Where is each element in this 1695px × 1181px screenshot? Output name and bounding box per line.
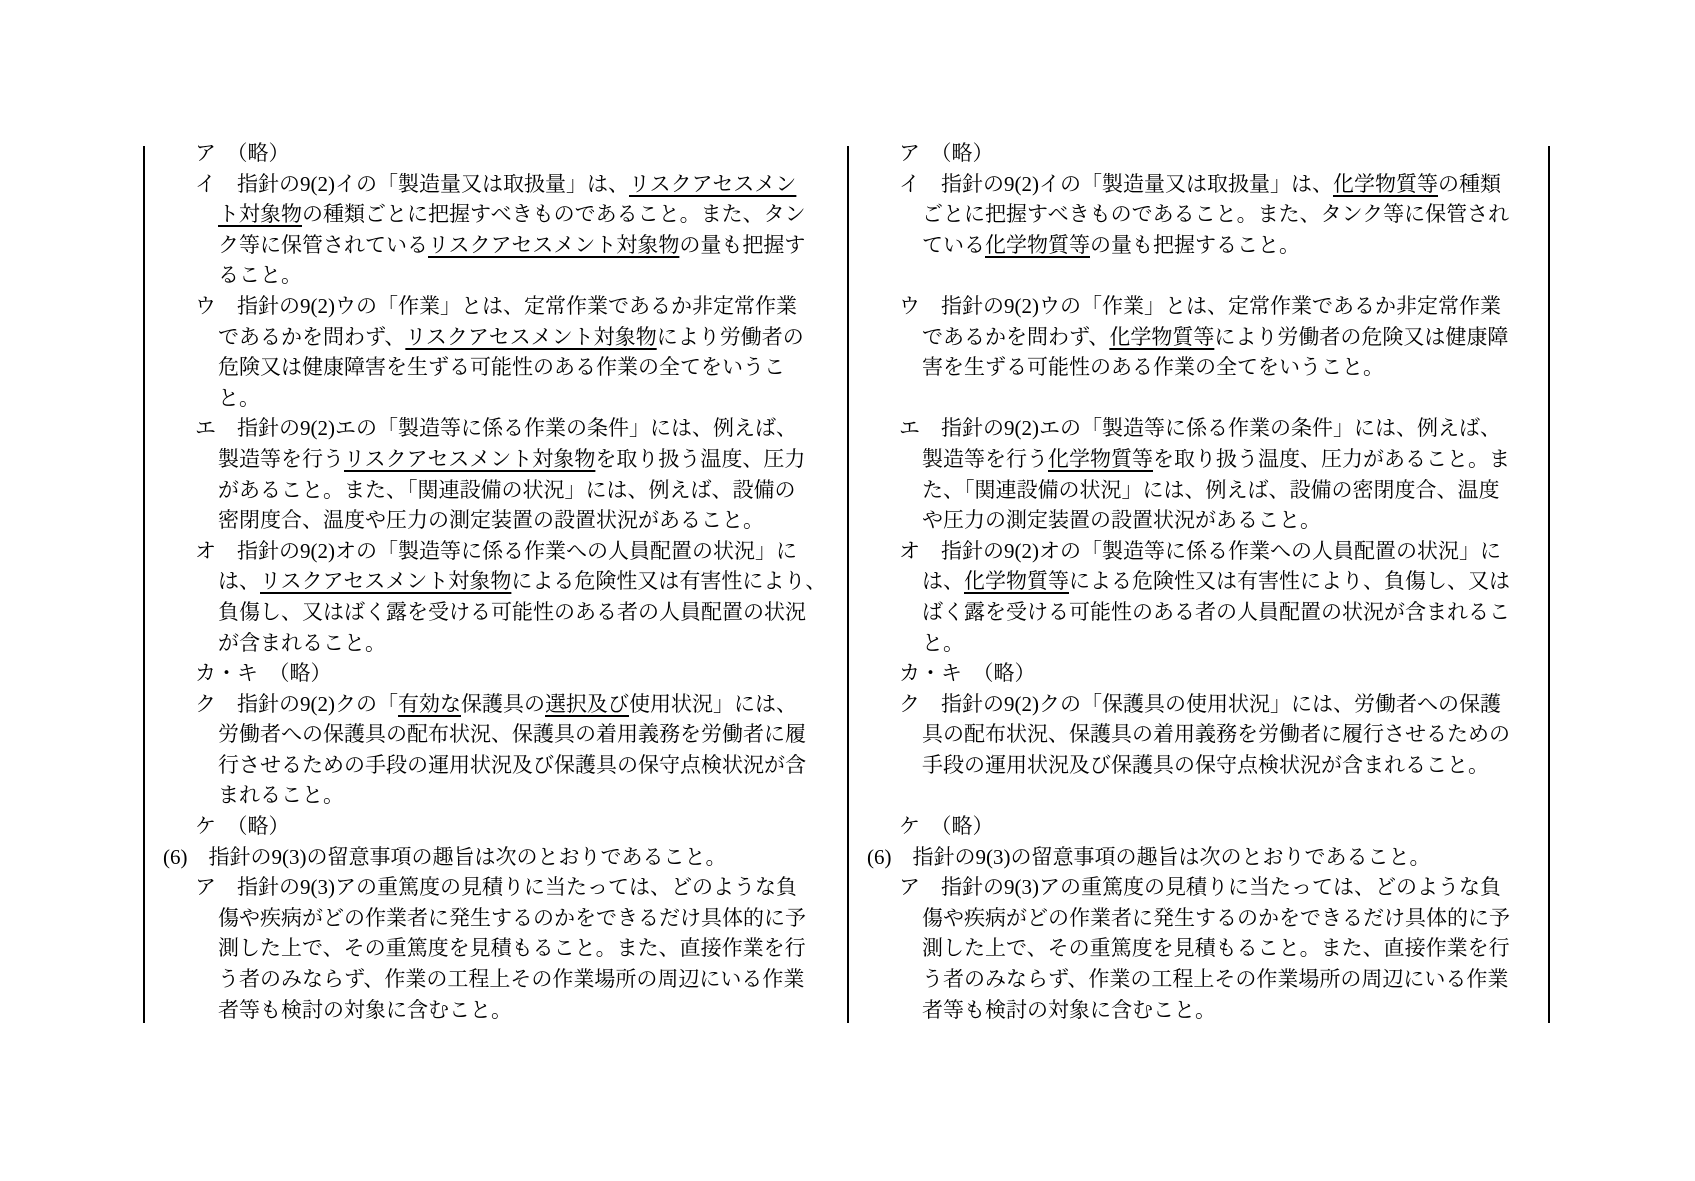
text-line: (6) 指針の9(3)の留意事項の趣旨は次のとおりであること。 bbox=[867, 844, 1431, 869]
text-line: イ 指針の9(2)イの「製造量又は取扱量」は、化学物質等の種類 bbox=[899, 171, 1501, 196]
underlined-text: 化学物質等 bbox=[1109, 324, 1215, 349]
underlined-text: ト対象物 bbox=[218, 202, 302, 227]
text-line bbox=[849, 383, 1547, 414]
text-line: であるかを問わず、化学物質等により労働者の危険又は健康障 bbox=[922, 324, 1509, 349]
underlined-text: リスクアセスメント対象物 bbox=[344, 446, 596, 471]
text-line bbox=[849, 260, 1547, 291]
text-line: オ 指針の9(2)オの「製造等に係る作業への人員配置の状況」に bbox=[195, 538, 797, 563]
text-line: 者等も検討の対象に含むこと。 bbox=[922, 997, 1216, 1022]
text-line: 傷や疾病がどの作業者に発生するのかをできるだけ具体的に予 bbox=[218, 905, 806, 930]
text-line: ている化学物質等の量も把握すること。 bbox=[922, 232, 1300, 257]
right-column bbox=[849, 138, 1547, 1025]
text-line: 製造等を行う化学物質等を取り扱う温度、圧力があること。ま bbox=[922, 446, 1510, 471]
text-line: エ 指針の9(2)エの「製造等に係る作業の条件」には、例えば、 bbox=[899, 416, 1501, 441]
text-line: が含まれること。 bbox=[218, 630, 386, 655]
underlined-text: 有効な bbox=[398, 691, 461, 716]
underlined-text: リスクアセスメント対象物 bbox=[405, 324, 657, 349]
text-line: があること。また、「関連設備の状況」には、例えば、設備の bbox=[218, 477, 796, 502]
text-line: ク等に保管されているリスクアセスメント対象物の量も把握す bbox=[218, 232, 806, 257]
text-line: ケ （略） bbox=[195, 814, 290, 839]
text-line: 製造等を行うリスクアセスメント対象物を取り扱う温度、圧力 bbox=[218, 446, 806, 471]
text-line: 具の配布状況、保護具の着用義務を労働者に履行させるための bbox=[922, 722, 1510, 747]
text-line: ごとに把握すべきものであること。また、タンク等に保管され bbox=[922, 202, 1510, 227]
text-line: た、「関連設備の状況」には、例えば、設備の密閉度合、温度 bbox=[922, 477, 1500, 502]
text-line: は、化学物質等による危険性又は有害性により、負傷し、又は bbox=[922, 569, 1510, 594]
text-line: ア 指針の9(3)アの重篤度の見積りに当たっては、どのような負 bbox=[899, 875, 1501, 900]
left-column bbox=[145, 138, 845, 1025]
text-line: ア （略） bbox=[195, 141, 290, 165]
text-line: 負傷し、又はばく露を受ける可能性のある者の人員配置の状況 bbox=[218, 599, 806, 624]
right-border-line bbox=[1548, 146, 1550, 1023]
text-line: ケ （略） bbox=[899, 814, 994, 839]
text-line: まれること。 bbox=[218, 783, 344, 808]
text-line: ア （略） bbox=[899, 141, 994, 165]
text-line: や圧力の測定装置の設置状況があること。 bbox=[922, 508, 1321, 533]
text-line: であるかを問わず、リスクアセスメント対象物により労働者の bbox=[218, 324, 804, 349]
text-line: う者のみならず、作業の工程上その作業場所の周辺にいる作業 bbox=[922, 967, 1509, 992]
text-line: ばく露を受ける可能性のある者の人員配置の状況が含まれるこ bbox=[922, 599, 1510, 624]
underlined-text: 化学物質等 bbox=[1048, 446, 1153, 471]
text-line: う者のみならず、作業の工程上その作業場所の周辺にいる作業 bbox=[218, 967, 805, 992]
text-line: ト対象物の種類ごとに把握すべきものであること。また、タン bbox=[218, 202, 806, 227]
text-line: エ 指針の9(2)エの「製造等に係る作業の条件」には、例えば、 bbox=[195, 416, 797, 441]
text-line: イ 指針の9(2)イの「製造量又は取扱量」は、リスクアセスメン bbox=[195, 171, 797, 196]
text-line: と。 bbox=[922, 630, 964, 655]
underlined-text: 選択及び bbox=[545, 691, 629, 716]
text-line: ア 指針の9(3)アの重篤度の見積りに当たっては、どのような負 bbox=[195, 875, 797, 900]
underlined-text: 化学物質等 bbox=[964, 569, 1069, 594]
underlined-text: リスクアセスメント対象物 bbox=[428, 232, 680, 257]
underlined-text: 化学物質等 bbox=[985, 232, 1090, 257]
text-line: ウ 指針の9(2)ウの「作業」とは、定常作業であるか非定常作業 bbox=[899, 293, 1501, 318]
text-line: 行させるための手段の運用状況及び保護具の保守点検状況が含 bbox=[218, 752, 806, 777]
text-line: 傷や疾病がどの作業者に発生するのかをできるだけ具体的に予 bbox=[922, 905, 1510, 930]
text-line: カ・キ （略） bbox=[195, 661, 332, 686]
text-line: (6) 指針の9(3)の留意事項の趣旨は次のとおりであること。 bbox=[163, 844, 727, 869]
text-line: 測した上で、その重篤度を見積もること。また、直接作業を行 bbox=[922, 936, 1510, 961]
text-line: 手段の運用状況及び保護具の保守点検状況が含まれること。 bbox=[922, 752, 1489, 777]
text-line: オ 指針の9(2)オの「製造等に係る作業への人員配置の状況」に bbox=[899, 538, 1501, 563]
text-line: と。 bbox=[218, 385, 260, 410]
underlined-text: リスクアセスメン bbox=[629, 171, 797, 196]
text-line: 労働者への保護具の配布状況、保護具の着用義務を労働者に履 bbox=[218, 722, 806, 747]
underlined-text: 化学物質等 bbox=[1333, 171, 1438, 196]
text-line bbox=[849, 780, 1547, 811]
text-line: は、リスクアセスメント対象物による危険性又は有害性により、 bbox=[218, 569, 827, 594]
text-line: ク 指針の9(2)クの「有効な保護具の選択及び使用状況」には、 bbox=[195, 691, 797, 716]
text-line: 密閉度合、温度や圧力の測定装置の設置状況があること。 bbox=[218, 508, 764, 533]
text-line: 危険又は健康障害を生ずる可能性のある作業の全てをいうこ bbox=[218, 355, 785, 380]
text-line: カ・キ （略） bbox=[899, 661, 1036, 686]
text-line: 者等も検討の対象に含むこと。 bbox=[218, 997, 512, 1022]
text-line: ウ 指針の9(2)ウの「作業」とは、定常作業であるか非定常作業 bbox=[195, 293, 797, 318]
text-line: ること。 bbox=[218, 263, 302, 288]
text-line: ク 指針の9(2)クの「保護具の使用状況」には、労働者への保護 bbox=[899, 691, 1501, 716]
text-line: 測した上で、その重篤度を見積もること。また、直接作業を行 bbox=[218, 936, 806, 961]
text-line: 害を生ずる可能性のある作業の全てをいうこと。 bbox=[922, 355, 1384, 380]
underlined-text: リスクアセスメント対象物 bbox=[260, 569, 512, 594]
